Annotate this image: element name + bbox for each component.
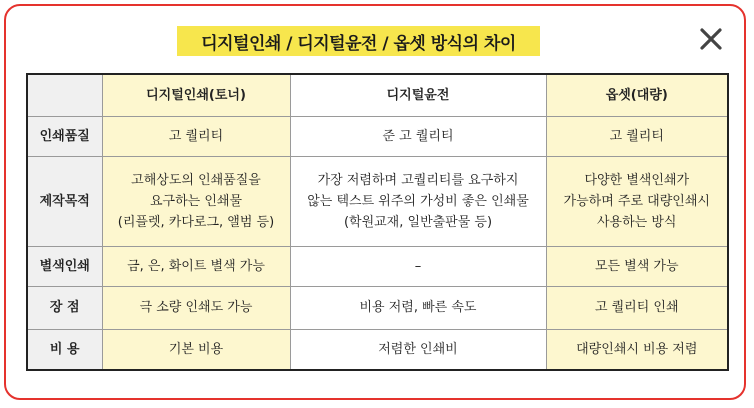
cell-line: 가장 저렴하며 고퀄리티를 요구하지 [317,172,519,188]
table-cell [102,286,290,329]
column-header-digital-rotary: 디지털윤전 [290,74,546,116]
table-row [27,156,728,246]
table-cell [290,246,546,286]
dialog-title: 디지털인쇄 / 디지털윤전 / 옵셋 방식의 차이 [177,26,540,56]
row-label: 제작목적 [27,156,102,246]
table-cell [290,286,546,329]
table-row [27,329,728,370]
cell-line: 극 소량 인쇄도 가능 [139,300,253,315]
table-cell [546,329,728,370]
cell-line: 준 고 퀄리티 [382,128,454,144]
cell-line: 비용 저렴, 빠른 속도 [359,300,477,315]
cell-line: 금, 은, 화이트 별색 가능 [127,258,265,274]
column-header-offset: 옵셋(대량) [546,74,728,116]
cell-line: 저렴한 인쇄비 [378,341,458,357]
cell-line: 고 퀄리티 [168,128,224,144]
cell-line: 기본 비용 [168,341,224,357]
cell-line: 고해상도의 인쇄품질을 [131,172,261,188]
table-cell [102,116,290,156]
table-header-row [27,74,728,116]
cell-line: 모든 별색 가능 [594,258,679,274]
column-header-digital-print: 디지털인쇄(토너) [102,74,290,116]
cell-line: 않는 텍스트 위주의 가성비 좋은 인쇄물 [307,193,529,209]
table-cell [290,156,546,246]
table-cell [290,329,546,370]
table-cell [102,246,290,286]
table-row [27,286,728,329]
cell-line: (리플렛, 카다로그, 앨범 등) [117,214,275,230]
row-label: 장 점 [27,286,102,329]
table-cell [546,116,728,156]
close-button[interactable] [696,24,726,54]
cell-line: 대량인쇄시 비용 저렴 [576,341,698,357]
cell-line: 가능하며 주로 대량인쇄시 [563,193,710,209]
cell-line: 고 퀄리티 [609,128,664,144]
cell-line: 고 퀄리티 인쇄 [594,300,679,315]
cell-line: 다양한 별색인쇄가 [584,172,690,188]
table-row [27,246,728,286]
table-cell [546,156,728,246]
table-row [27,116,728,156]
table-corner [27,74,102,116]
cell-line: – [414,258,422,274]
cell-line: 요구하는 인쇄물 [149,193,243,209]
row-label: 별색인쇄 [27,246,102,286]
table-cell [290,116,546,156]
cell-line: (학원교재, 일반출판물 등) [343,214,493,230]
comparison-table [26,73,729,371]
row-label: 인쇄품질 [27,116,102,156]
row-label: 비 용 [27,329,102,370]
close-icon [700,28,722,50]
table-cell [546,246,728,286]
table-cell [102,156,290,246]
cell-line: 사용하는 방식 [597,214,677,230]
table-cell [546,286,728,329]
table-cell [102,329,290,370]
